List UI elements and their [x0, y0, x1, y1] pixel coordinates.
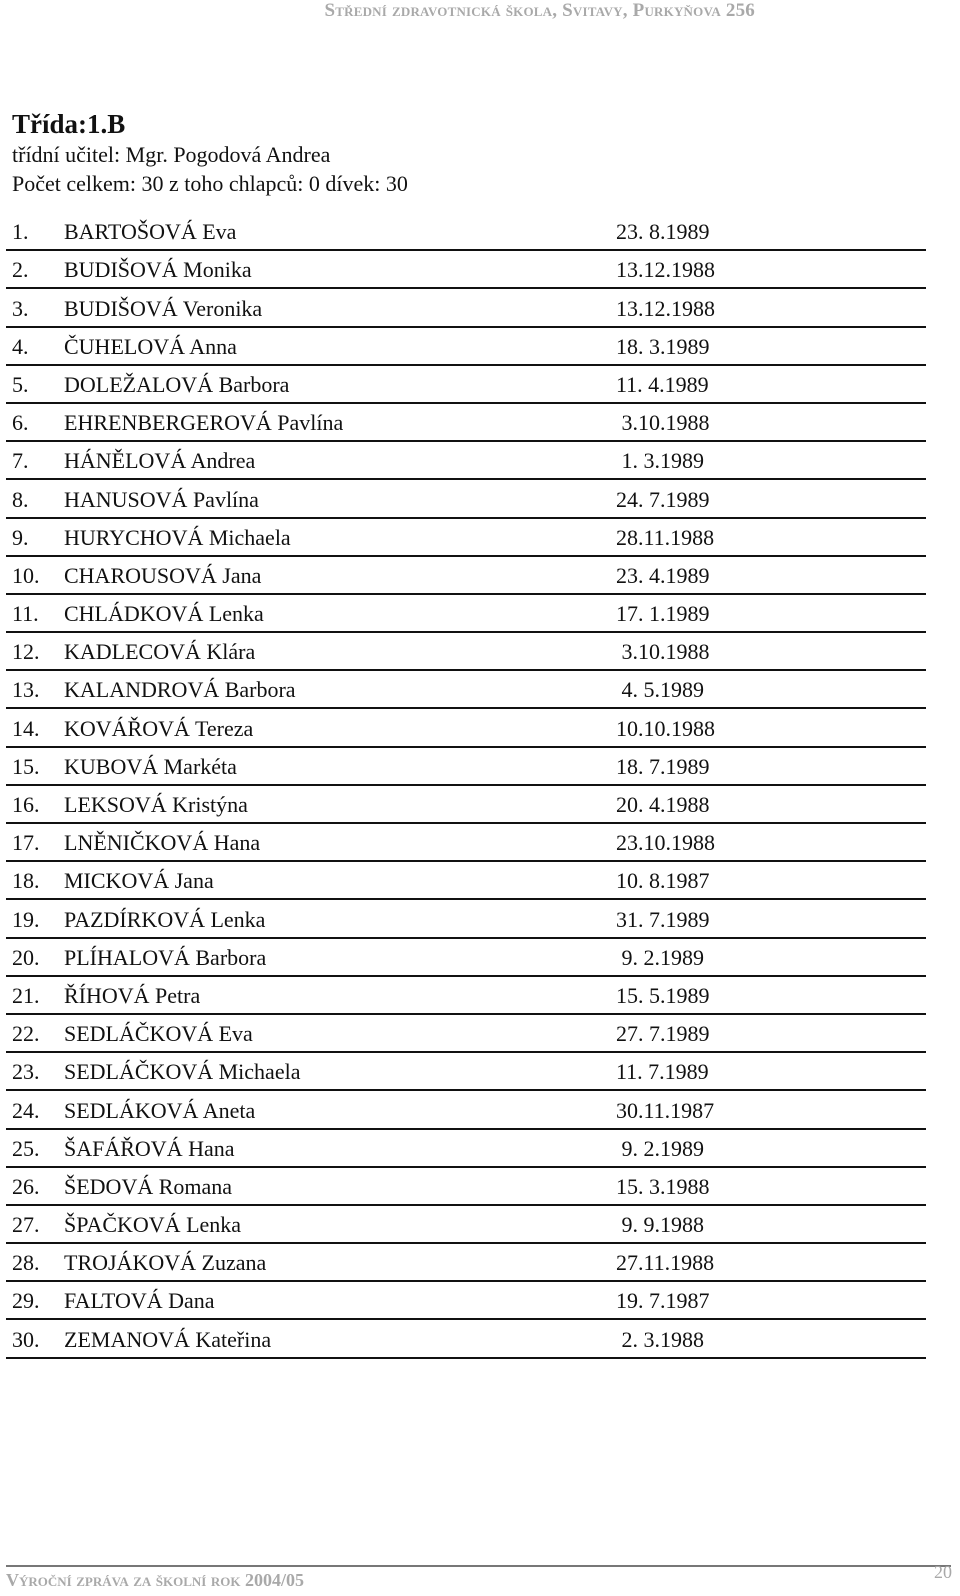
- student-name: PLÍHALOVÁ Barbora: [64, 944, 267, 970]
- student-row: [6, 671, 926, 709]
- student-number: 26.: [12, 1173, 40, 1199]
- student-birth-date: 1. 3.1989: [616, 448, 704, 474]
- student-birth-date: 28.11.1988: [616, 524, 715, 550]
- student-number: 12.: [12, 639, 40, 665]
- student-name: TROJÁKOVÁ Zuzana: [64, 1250, 267, 1276]
- student-birth-date: 31. 7.1989: [616, 906, 710, 932]
- student-name: HÁNĚLOVÁ Andrea: [64, 448, 256, 474]
- student-birth-date: 3.10.1988: [616, 639, 710, 665]
- student-birth-date: 23. 4.1989: [616, 562, 710, 588]
- student-row: [6, 1168, 926, 1206]
- student-number: 5.: [12, 371, 29, 397]
- student-birth-date: 9. 2.1989: [616, 1135, 704, 1161]
- student-name: EHRENBERGEROVÁ Pavlína: [64, 410, 344, 436]
- student-name: CHAROUSOVÁ Jana: [64, 562, 262, 588]
- student-birth-date: 4. 5.1989: [616, 677, 704, 703]
- student-birth-date: 27. 7.1989: [616, 1021, 710, 1047]
- student-row: [6, 1244, 926, 1282]
- page-header: Střední zdravotnická škola, Svitavy, Purkyňova 256: [324, 0, 755, 21]
- student-number: 13.: [12, 677, 40, 703]
- student-row: [6, 404, 926, 442]
- student-number: 19.: [12, 906, 40, 932]
- student-name: FALTOVÁ Dana: [64, 1288, 215, 1314]
- student-row: [6, 786, 926, 824]
- student-name: KUBOVÁ Markéta: [64, 753, 237, 779]
- student-number: 23.: [12, 1059, 40, 1085]
- student-number: 3.: [12, 295, 29, 321]
- student-row: [6, 366, 926, 404]
- student-birth-date: 9. 2.1989: [616, 944, 704, 970]
- student-name: KADLECOVÁ Klára: [64, 639, 256, 665]
- student-row: [6, 748, 926, 786]
- class-title: Třída:1.B: [12, 109, 126, 139]
- student-row: [6, 251, 926, 289]
- student-row: [6, 557, 926, 595]
- student-birth-date: 10.10.1988: [616, 715, 715, 741]
- student-birth-date: 3.10.1988: [616, 410, 710, 436]
- student-name: BUDIŠOVÁ Monika: [64, 257, 252, 283]
- student-birth-date: 15. 5.1989: [616, 982, 710, 1008]
- student-name: ŠEDOVÁ Romana: [64, 1173, 233, 1199]
- student-row: [6, 1206, 926, 1244]
- student-name: PAZDÍRKOVÁ Lenka: [64, 906, 266, 932]
- footer-divider: [6, 1565, 951, 1567]
- student-name: BUDIŠOVÁ Veronika: [64, 295, 263, 321]
- student-birth-date: 23.10.1988: [616, 830, 715, 856]
- student-row: [6, 442, 926, 480]
- student-number: 27.: [12, 1212, 40, 1238]
- student-name: ZEMANOVÁ Kateřina: [64, 1326, 272, 1352]
- student-name: BARTOŠOVÁ Eva: [64, 219, 237, 245]
- student-name: CHLÁDKOVÁ Lenka: [64, 601, 264, 627]
- student-name: SEDLÁKOVÁ Aneta: [64, 1097, 256, 1123]
- student-row: [6, 824, 926, 862]
- student-row: [6, 1282, 926, 1320]
- student-number: 14.: [12, 715, 40, 741]
- student-name: ŘÍHOVÁ Petra: [64, 982, 201, 1008]
- student-number: 9.: [12, 524, 29, 550]
- student-row: [6, 709, 926, 747]
- student-row: [6, 480, 926, 518]
- student-number: 15.: [12, 753, 40, 779]
- student-name: HANUSOVÁ Pavlína: [64, 486, 259, 512]
- student-birth-date: 13.12.1988: [616, 257, 715, 283]
- student-number: 10.: [12, 562, 40, 588]
- student-name: LEKSOVÁ Kristýna: [64, 792, 248, 817]
- student-row: [6, 289, 926, 327]
- student-birth-date: 20. 4.1988: [616, 792, 710, 817]
- student-row: [6, 328, 926, 366]
- student-row: [6, 595, 926, 633]
- student-number: 1.: [12, 219, 29, 245]
- student-name: KALANDROVÁ Barbora: [64, 677, 296, 703]
- student-birth-date: 18. 3.1989: [616, 333, 710, 359]
- student-number: 6.: [12, 410, 29, 436]
- student-number: 30.: [12, 1326, 40, 1352]
- student-number: 28.: [12, 1250, 40, 1276]
- student-birth-date: 10. 8.1987: [616, 868, 710, 894]
- student-row: [6, 1091, 926, 1129]
- student-number: 8.: [12, 486, 29, 512]
- student-number: 21.: [12, 982, 40, 1008]
- student-birth-date: 11. 4.1989: [616, 371, 709, 397]
- student-row: [6, 1015, 926, 1053]
- student-row: [6, 1053, 926, 1091]
- student-birth-date: 27.11.1988: [616, 1250, 715, 1276]
- student-birth-date: 15. 3.1988: [616, 1173, 710, 1199]
- class-counts: Počet celkem: 30 z toho chlapců: 0 dívek: 30: [12, 171, 408, 196]
- student-number: 4.: [12, 333, 29, 359]
- student-name: LNĚNIČKOVÁ Hana: [64, 830, 261, 856]
- student-birth-date: 17. 1.1989: [616, 601, 710, 627]
- page-number: 20: [934, 1562, 952, 1582]
- student-row: [6, 519, 926, 557]
- student-name: SEDLÁČKOVÁ Eva: [64, 1021, 253, 1047]
- student-birth-date: 23. 8.1989: [616, 219, 710, 245]
- student-birth-date: 18. 7.1989: [616, 753, 710, 779]
- student-number: 18.: [12, 868, 40, 894]
- student-name: DOLEŽALOVÁ Barbora: [64, 371, 290, 397]
- student-birth-date: 9. 9.1988: [616, 1212, 704, 1238]
- student-row: [6, 1320, 926, 1358]
- student-number: 20.: [12, 944, 40, 970]
- student-birth-date: 13.12.1988: [616, 295, 715, 321]
- student-number: 29.: [12, 1288, 40, 1314]
- student-birth-date: 19. 7.1987: [616, 1288, 710, 1314]
- student-number: 24.: [12, 1097, 40, 1123]
- student-birth-date: 2. 3.1988: [616, 1326, 704, 1352]
- student-name: KOVÁŘOVÁ Tereza: [64, 715, 254, 741]
- student-row: [6, 213, 926, 251]
- student-row: [6, 939, 926, 977]
- student-number: 22.: [12, 1021, 40, 1047]
- student-row: [6, 1130, 926, 1168]
- student-name: ŠPAČKOVÁ Lenka: [64, 1212, 242, 1238]
- student-birth-date: 30.11.1987: [616, 1097, 715, 1123]
- class-teacher: třídní učitel: Mgr. Pogodová Andrea: [12, 142, 331, 167]
- student-name: ČUHELOVÁ Anna: [64, 333, 237, 359]
- student-number: 7.: [12, 448, 29, 474]
- student-name: ŠAFÁŘOVÁ Hana: [64, 1135, 235, 1161]
- student-birth-date: 24. 7.1989: [616, 486, 710, 512]
- footer-report-title: Výroční zpráva za školní rok 2004/05: [6, 1570, 304, 1590]
- student-number: 16.: [12, 792, 40, 817]
- student-birth-date: 11. 7.1989: [616, 1059, 709, 1085]
- student-row: [6, 633, 926, 671]
- student-name: HURYCHOVÁ Michaela: [64, 524, 291, 550]
- student-name: SEDLÁČKOVÁ Michaela: [64, 1059, 301, 1085]
- student-row: [6, 900, 926, 938]
- student-name: MICKOVÁ Jana: [64, 868, 214, 894]
- student-number: 2.: [12, 257, 29, 283]
- class-info: [12, 108, 408, 198]
- student-row: [6, 862, 926, 900]
- student-number: 25.: [12, 1135, 40, 1161]
- student-number: 17.: [12, 830, 40, 856]
- student-list: [6, 213, 926, 1359]
- student-row: [6, 977, 926, 1015]
- student-number: 11.: [12, 601, 39, 627]
